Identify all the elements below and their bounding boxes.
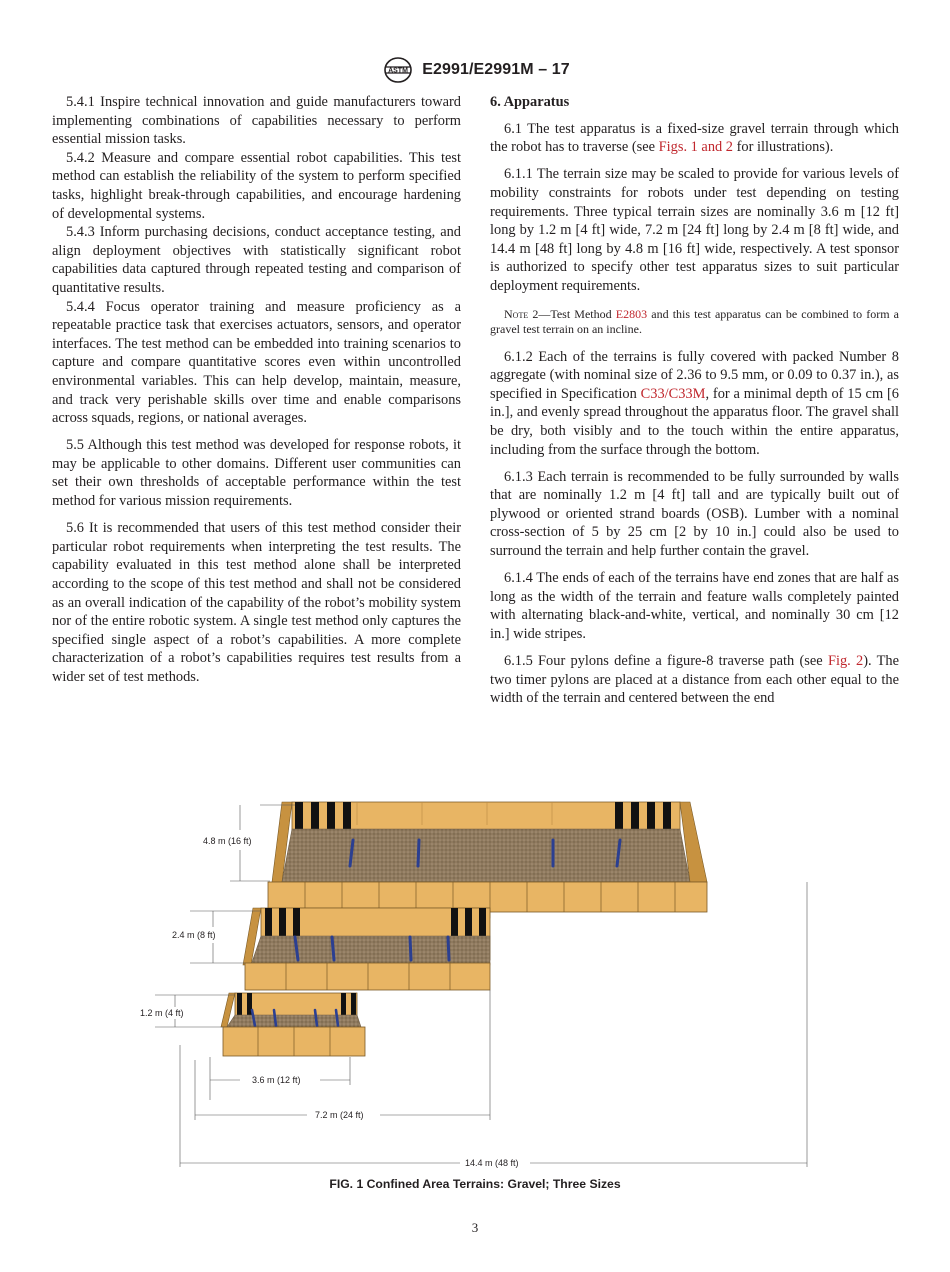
note-text: 2—Test Method <box>528 306 616 321</box>
paragraph-5-4-2: 5.4.2 Measure and compare essential robot capabilities. This test method can establish the reliability of the system to perform specified tasks, highlight break-through capabilities, and encourage hardening of developmental systems. <box>52 149 461 222</box>
figure-caption: FIG. 1 Confined Area Terrains: Gravel; Three Sizes <box>329 1177 621 1191</box>
paragraph-6-1-5 <box>490 652 899 708</box>
paragraph-6-1-3: 6.1.3 Each terrain is recommended to be fully surrounded by walls that are nominally 1.2 m [4 ft] tall and are typically built out of plywood or oriented strand boards (OSB). Lumber with a nominal cross-section of 5 by 25 cm [2 by 10 in.] could also be used to surround the terrain and help further contain the gravel. <box>490 468 899 560</box>
dim-medium-width-label: 2.4 m (8 ft) <box>172 930 216 940</box>
note-label: Note <box>504 306 529 321</box>
medium-terrain <box>243 908 490 990</box>
paragraph-6-1-5-text: 6.1.5 Four pylons define a figure-8 traverse path (see <box>504 653 828 670</box>
svg-text:ASTM: ASTM <box>388 67 409 75</box>
astm-logo-icon <box>380 56 416 84</box>
large-terrain <box>268 802 707 912</box>
small-terrain <box>221 993 365 1056</box>
medium-front-wall <box>245 963 490 990</box>
page-header <box>0 56 950 84</box>
paragraph-6-1-text-end: for illustrations). <box>733 139 834 156</box>
paragraph-5-4-3: 5.4.3 Inform purchasing decisions, conduct acceptance testing, and align deployment objectives with statistically significant robot capabilities data captured through repeated testing and comparison of quantitative results. <box>52 224 461 296</box>
large-front-wall <box>268 882 707 912</box>
right-column <box>490 93 899 708</box>
left-column <box>52 93 461 687</box>
paragraph-6-1-2-text: 6.1.2 Each of the terrains is fully covered with packed Number 8 aggregate (with nominal size of 2.36 to 9.5 mm, or 0.09 to 0.37 in.), as specified in Specification <box>490 348 899 402</box>
page-number: 3 <box>471 1220 479 1235</box>
large-gravel <box>282 829 690 882</box>
paragraph-6-1-4: 6.1.4 The ends of each of the terrains have end zones that are half as long as the width of the terrain and feature walls completely painted with alternating black-and-white, vertical, and nominally 30 cm [12 in.] wide stripes. <box>490 570 899 643</box>
medium-gravel <box>251 936 490 965</box>
paragraph-5-6: 5.6 It is recommended that users of this test method consider their particular robot requirements when interpreting the test results. The capability evaluated in this test method alone shall be interpreted according to the scope of this test method and shall not be considered as an overall indication of the capability of the robot’s mobility system nor of the entire robotic system. A single test method only captures the specified single aspect of a robot’s capabilities. A more complete characterization of a robot’s capabilities requires test results from a wider set of test methods. <box>52 520 461 685</box>
dim-large-width-label: 4.8 m (16 ft) <box>203 836 252 846</box>
paragraph-6-1-2 <box>490 348 899 460</box>
paragraph-6-1-1: 6.1.1 The terrain size may be scaled to provide for various levels of mobility constraints for robots under test depending on testing requirements. Three typical terrain sizes are nominally 3.6 m [12 ft] long by 1.2 m [4 ft] wide, 7.2 m [24 ft] long by 2.4 m [8 ft] wide, and 14.4 m [48 ft] long by 4.8 m [16 ft] wide, respectively. A test sponsor is authorized to specify other test apparatus sizes to suit particular deployment requirements. <box>490 166 899 294</box>
note-2 <box>490 307 899 337</box>
terrain-figure <box>135 795 825 1175</box>
paragraph-6-1-2-text-end: , for a minimal depth of 15 cm [6 in.], and evenly spread throughout the apparatus floor. The gravel shall be dry, both visibly and to the touch within the entire apparatus, including from the surface through the bottom. <box>490 385 899 458</box>
fig-2-link[interactable]: Fig. 2 <box>827 653 864 670</box>
c33-link[interactable]: C33/C33M <box>640 385 706 402</box>
document-designation: E2991/E2991M – 17 <box>422 61 570 78</box>
dim-large-length-label: 14.4 m (48 ft) <box>465 1158 519 1168</box>
figs-1-2-link[interactable]: Figs. 1 and 2 <box>658 139 733 156</box>
small-gravel <box>227 1015 361 1027</box>
medium-left-stripes <box>265 908 300 936</box>
section-heading-apparatus: 6. Apparatus <box>490 94 570 110</box>
dim-medium-length-label: 7.2 m (24 ft) <box>315 1110 364 1120</box>
dim-small-length-label: 3.6 m (12 ft) <box>252 1075 301 1085</box>
note-text-end: and this test apparatus can be combined to form a gravel test terrain on an incline. <box>490 306 899 336</box>
e2803-link[interactable]: E2803 <box>615 306 648 321</box>
dim-small-width-label: 1.2 m (4 ft) <box>140 1008 184 1018</box>
paragraph-6-1-text: 6.1 The test apparatus is a fixed-size gravel terrain through which the robot has to traverse (see <box>490 120 899 156</box>
paragraph-6-1 <box>490 120 899 157</box>
paragraph-5-4-4: 5.4.4 Focus operator training and measure proficiency as a repeatable practice task that exercises actuators, sensors, and operator interfaces. The test method can be embedded into training scenarios to capture and compare quantitative scores even within uncontrolled environmental variables. This can help develop, maintain, measure, and track very perishable skills over time and enable comparisons across squads, regions, or national averages. <box>52 298 461 427</box>
paragraph-5-4-1: 5.4.1 Inspire technical innovation and guide manufacturers toward implementing combinations of capabilities necessary to perform essential mission tasks. <box>52 94 461 148</box>
paragraph-6-1-5-text-end: ). The two timer pylons are placed at a distance from each other equal to the width of the terrain and centered between the end <box>490 653 899 707</box>
medium-right-stripes <box>451 908 486 936</box>
paragraph-5-5: 5.5 Although this test method was developed for response robots, it may be applicable to other domains. Different user communities can set their own thresholds of acceptable performance within the test method for various mission requirements. <box>52 437 461 510</box>
